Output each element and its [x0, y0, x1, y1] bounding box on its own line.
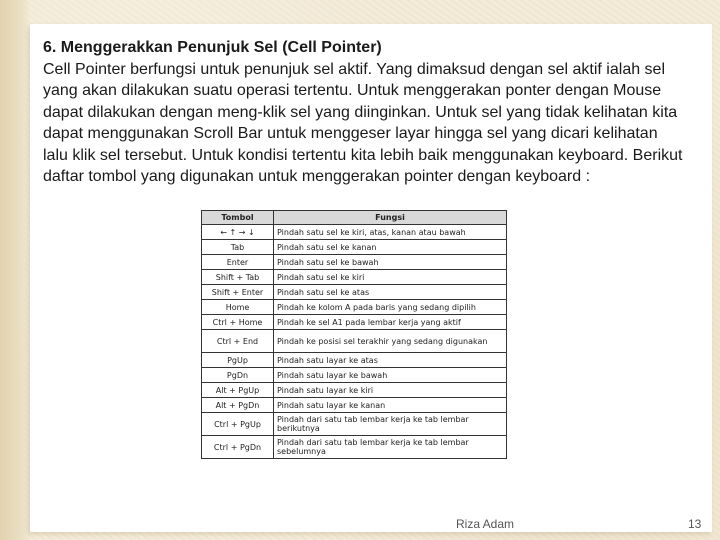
key-cell: Ctrl + Home [202, 315, 274, 330]
function-cell: Pindah satu sel ke kiri, atas, kanan atau bawah [274, 225, 507, 240]
key-cell: Home [202, 300, 274, 315]
slide-text-block [43, 37, 683, 188]
table-header-key: Tombol [202, 211, 274, 225]
table-row [202, 436, 507, 459]
table-row [202, 285, 507, 300]
table-row [202, 413, 507, 436]
table-row [202, 398, 507, 413]
table-row [202, 270, 507, 285]
key-cell: Shift + Tab [202, 270, 274, 285]
key-cell: Ctrl + PgUp [202, 413, 274, 436]
key-cell: Tab [202, 240, 274, 255]
table-row [202, 315, 507, 330]
key-cell: Ctrl + PgDn [202, 436, 274, 459]
table-row [202, 353, 507, 368]
function-cell: Pindah dari satu tab lembar kerja ke tab lembar berikutnya [274, 413, 507, 436]
table-row [202, 383, 507, 398]
key-cell: Shift + Enter [202, 285, 274, 300]
function-cell: Pindah satu sel ke atas [274, 285, 507, 300]
function-cell: Pindah satu layar ke kiri [274, 383, 507, 398]
decorative-left-band [0, 0, 30, 540]
table-row [202, 300, 507, 315]
function-cell: Pindah ke posisi sel terakhir yang sedang digunakan [274, 330, 507, 353]
function-cell: Pindah satu layar ke atas [274, 353, 507, 368]
slide-paragraph: Cell Pointer berfungsi untuk penunjuk sel aktif. Yang dimaksud dengan sel aktif ialah sel yang akan dilakukan suatu operasi tertentu. Untuk menggerakan ponter dengan Mouse dapat dilakukan dengan meng-klik sel yang diinginkan. Untuk sel yang tidak kelihatan kita dapat menggunakan Scroll Bar untuk menggeser layar hingga sel yang dicari kelihatan lalu klik sel tersebut. Untuk kondisi tertentu kita lebih baik menggunakan keyboard. Berikut daftar tombol yang digunakan untuk menggerakan pointer dengan keyboard : [43, 60, 683, 185]
keyboard-shortcut-table [201, 210, 507, 459]
key-cell: Alt + PgDn [202, 398, 274, 413]
key-cell: Enter [202, 255, 274, 270]
footer-author: Riza Adam [456, 517, 515, 531]
key-cell: ← ↑ → ↓ [202, 225, 274, 240]
function-cell: Pindah satu sel ke bawah [274, 255, 507, 270]
table-row [202, 255, 507, 270]
function-cell: Pindah satu sel ke kanan [274, 240, 507, 255]
table-header-function: Fungsi [274, 211, 507, 225]
function-cell: Pindah ke sel A1 pada lembar kerja yang aktif [274, 315, 507, 330]
table-row [202, 240, 507, 255]
function-cell: Pindah dari satu tab lembar kerja ke tab lembar sebelumnya [274, 436, 507, 459]
slide-heading: 6. Menggerakkan Penunjuk Sel (Cell Pointer) [43, 39, 382, 56]
function-cell: Pindah ke kolom A pada baris yang sedang dipilih [274, 300, 507, 315]
function-cell: Pindah satu layar ke bawah [274, 368, 507, 383]
table-row [202, 225, 507, 240]
function-cell: Pindah satu sel ke kiri [274, 270, 507, 285]
keyboard-shortcut-table-image [201, 210, 507, 459]
key-cell: Ctrl + End [202, 330, 274, 353]
page-number: 13 [688, 517, 702, 531]
function-cell: Pindah satu layar ke kanan [274, 398, 507, 413]
table-row [202, 330, 507, 353]
key-cell: PgDn [202, 368, 274, 383]
key-cell: PgUp [202, 353, 274, 368]
table-row [202, 368, 507, 383]
table-header-row [202, 211, 507, 225]
key-cell: Alt + PgUp [202, 383, 274, 398]
